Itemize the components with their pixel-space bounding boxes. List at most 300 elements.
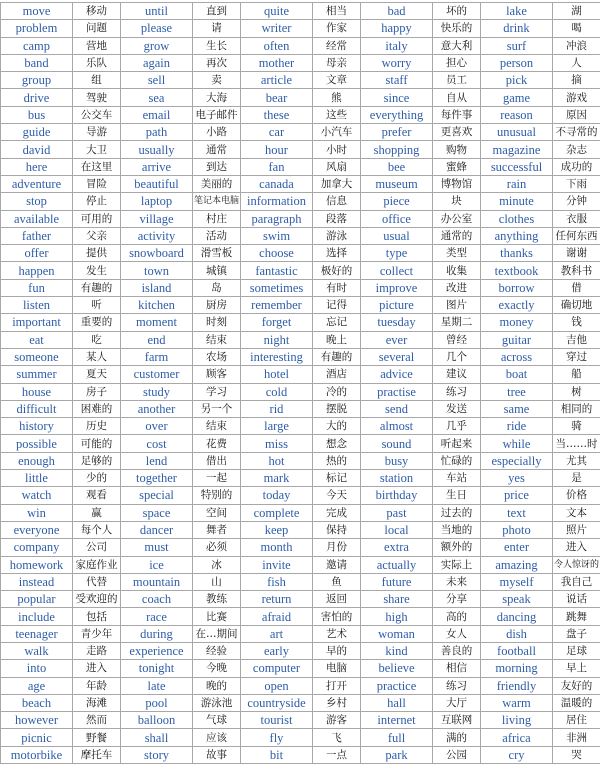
- english-word-cell: car: [241, 124, 313, 141]
- chinese-meaning-cell: 博物馆: [433, 175, 481, 192]
- english-word-cell: guitar: [481, 331, 553, 348]
- english-word-cell: hour: [241, 141, 313, 158]
- chinese-meaning-cell: 是: [553, 470, 600, 487]
- english-word-cell: space: [121, 504, 193, 521]
- chinese-meaning-cell: 照片: [553, 521, 600, 538]
- english-word-cell: museum: [361, 175, 433, 192]
- english-word-cell: canada: [241, 175, 313, 192]
- chinese-meaning-cell: 实际上: [433, 556, 481, 573]
- chinese-meaning-cell: 走路: [73, 642, 121, 659]
- english-word-cell: happy: [361, 20, 433, 37]
- chinese-meaning-cell: 大海: [193, 89, 241, 106]
- chinese-meaning-cell: 任何东西: [553, 227, 600, 244]
- chinese-meaning-cell: 组: [73, 72, 121, 89]
- chinese-meaning-cell: 历史: [73, 418, 121, 435]
- english-word-cell: practise: [361, 383, 433, 400]
- chinese-meaning-cell: 喝: [553, 20, 600, 37]
- chinese-meaning-cell: 进入: [73, 660, 121, 677]
- table-row: [1, 279, 600, 296]
- english-word-cell: important: [1, 314, 73, 331]
- english-word-cell: africa: [481, 729, 553, 746]
- table-row: [1, 418, 600, 435]
- english-word-cell: someone: [1, 348, 73, 365]
- english-word-cell: race: [121, 608, 193, 625]
- english-word-cell: prefer: [361, 124, 433, 141]
- chinese-meaning-cell: 笔记本电脑: [193, 193, 241, 210]
- english-word-cell: anything: [481, 227, 553, 244]
- chinese-meaning-cell: 跳舞: [553, 608, 600, 625]
- english-word-cell: adventure: [1, 175, 73, 192]
- english-word-cell: full: [361, 729, 433, 746]
- chinese-meaning-cell: 另一个: [193, 400, 241, 417]
- english-word-cell: borrow: [481, 279, 553, 296]
- chinese-meaning-cell: 教科书: [553, 262, 600, 279]
- english-word-cell: lend: [121, 452, 193, 469]
- english-word-cell: past: [361, 504, 433, 521]
- chinese-meaning-cell: 鱼: [313, 573, 361, 590]
- english-word-cell: over: [121, 418, 193, 435]
- english-word-cell: stop: [1, 193, 73, 210]
- table-row: [1, 366, 600, 383]
- chinese-meaning-cell: 每个人: [73, 521, 121, 538]
- english-word-cell: together: [121, 470, 193, 487]
- english-word-cell: arrive: [121, 158, 193, 175]
- english-word-cell: hall: [361, 694, 433, 711]
- english-word-cell: office: [361, 210, 433, 227]
- chinese-meaning-cell: 重要的: [73, 314, 121, 331]
- english-word-cell: invite: [241, 556, 313, 573]
- chinese-meaning-cell: 问题: [73, 20, 121, 37]
- english-word-cell: walk: [1, 642, 73, 659]
- english-word-cell: father: [1, 227, 73, 244]
- english-word-cell: art: [241, 625, 313, 642]
- chinese-meaning-cell: 当地的: [433, 521, 481, 538]
- chinese-meaning-cell: 提供: [73, 245, 121, 262]
- english-word-cell: david: [1, 141, 73, 158]
- english-word-cell: these: [241, 106, 313, 123]
- chinese-meaning-cell: 女人: [433, 625, 481, 642]
- english-word-cell: paragraph: [241, 210, 313, 227]
- chinese-meaning-cell: 相信: [433, 660, 481, 677]
- english-word-cell: instead: [1, 573, 73, 590]
- table-row: [1, 383, 600, 400]
- english-word-cell: usual: [361, 227, 433, 244]
- english-word-cell: price: [481, 487, 553, 504]
- english-word-cell: fantastic: [241, 262, 313, 279]
- table-row: [1, 504, 600, 521]
- chinese-meaning-cell: 滑雪板: [193, 245, 241, 262]
- chinese-meaning-cell: 学习: [193, 383, 241, 400]
- table-row: [1, 348, 600, 365]
- english-word-cell: tonight: [121, 660, 193, 677]
- table-row: [1, 297, 600, 314]
- english-word-cell: bit: [241, 746, 313, 763]
- chinese-meaning-cell: 结束: [193, 331, 241, 348]
- english-word-cell: while: [481, 435, 553, 452]
- chinese-meaning-cell: 类型: [433, 245, 481, 262]
- table-row: [1, 210, 600, 227]
- chinese-meaning-cell: 母亲: [313, 54, 361, 71]
- chinese-meaning-cell: 借: [553, 279, 600, 296]
- chinese-meaning-cell: 善良的: [433, 642, 481, 659]
- chinese-meaning-cell: 听起来: [433, 435, 481, 452]
- table-row: [1, 642, 600, 659]
- english-word-cell: summer: [1, 366, 73, 383]
- english-word-cell: staff: [361, 72, 433, 89]
- chinese-meaning-cell: 足够的: [73, 452, 121, 469]
- chinese-meaning-cell: 乡村: [313, 694, 361, 711]
- table-row: [1, 660, 600, 677]
- english-word-cell: moment: [121, 314, 193, 331]
- chinese-meaning-cell: 当……时: [553, 435, 600, 452]
- chinese-meaning-cell: 游泳: [313, 227, 361, 244]
- table-row: [1, 3, 600, 20]
- english-word-cell: town: [121, 262, 193, 279]
- table-row: [1, 591, 600, 608]
- english-word-cell: tree: [481, 383, 553, 400]
- chinese-meaning-cell: 居住: [553, 712, 600, 729]
- chinese-meaning-cell: 顾客: [193, 366, 241, 383]
- chinese-meaning-cell: 一起: [193, 470, 241, 487]
- english-word-cell: local: [361, 521, 433, 538]
- english-word-cell: snowboard: [121, 245, 193, 262]
- english-word-cell: minute: [481, 193, 553, 210]
- chinese-meaning-cell: 熊: [313, 89, 361, 106]
- chinese-meaning-cell: 飞: [313, 729, 361, 746]
- chinese-meaning-cell: 人: [553, 54, 600, 71]
- english-word-cell: person: [481, 54, 553, 71]
- table-row: [1, 175, 600, 192]
- table-row: [1, 227, 600, 244]
- table-row: [1, 245, 600, 262]
- english-word-cell: across: [481, 348, 553, 365]
- english-word-cell: football: [481, 642, 553, 659]
- chinese-meaning-cell: 经常: [313, 37, 361, 54]
- english-word-cell: early: [241, 642, 313, 659]
- english-word-cell: countryside: [241, 694, 313, 711]
- chinese-meaning-cell: 满的: [433, 729, 481, 746]
- chinese-meaning-cell: 空间: [193, 504, 241, 521]
- chinese-meaning-cell: 完成: [313, 504, 361, 521]
- english-word-cell: bear: [241, 89, 313, 106]
- chinese-meaning-cell: 几乎: [433, 418, 481, 435]
- english-word-cell: path: [121, 124, 193, 141]
- chinese-meaning-cell: 高的: [433, 608, 481, 625]
- chinese-meaning-cell: 农场: [193, 348, 241, 365]
- chinese-meaning-cell: 经验: [193, 642, 241, 659]
- chinese-meaning-cell: 我自己: [553, 573, 600, 590]
- chinese-meaning-cell: 代替: [73, 573, 121, 590]
- chinese-meaning-cell: 互联网: [433, 712, 481, 729]
- english-word-cell: problem: [1, 20, 73, 37]
- chinese-meaning-cell: 直到: [193, 3, 241, 20]
- chinese-meaning-cell: 请: [193, 20, 241, 37]
- english-word-cell: usually: [121, 141, 193, 158]
- chinese-meaning-cell: 星期二: [433, 314, 481, 331]
- english-word-cell: successful: [481, 158, 553, 175]
- english-word-cell: large: [241, 418, 313, 435]
- english-word-cell: pool: [121, 694, 193, 711]
- chinese-meaning-cell: 受欢迎的: [73, 591, 121, 608]
- chinese-meaning-cell: 大厅: [433, 694, 481, 711]
- english-word-cell: mountain: [121, 573, 193, 590]
- chinese-meaning-cell: 收集: [433, 262, 481, 279]
- english-word-cell: must: [121, 539, 193, 556]
- chinese-meaning-cell: 游泳池: [193, 694, 241, 711]
- english-word-cell: customer: [121, 366, 193, 383]
- english-word-cell: internet: [361, 712, 433, 729]
- chinese-meaning-cell: 加拿大: [313, 175, 361, 192]
- chinese-meaning-cell: 有时: [313, 279, 361, 296]
- english-word-cell: drive: [1, 89, 73, 106]
- chinese-meaning-cell: 坏的: [433, 3, 481, 20]
- chinese-meaning-cell: 导游: [73, 124, 121, 141]
- chinese-meaning-cell: 意大利: [433, 37, 481, 54]
- chinese-meaning-cell: 温暖的: [553, 694, 600, 711]
- chinese-meaning-cell: 改进: [433, 279, 481, 296]
- chinese-meaning-cell: 海滩: [73, 694, 121, 711]
- english-word-cell: article: [241, 72, 313, 89]
- chinese-meaning-cell: 更喜欢: [433, 124, 481, 141]
- chinese-meaning-cell: 今晚: [193, 660, 241, 677]
- chinese-meaning-cell: 蜜蜂: [433, 158, 481, 175]
- chinese-meaning-cell: 车站: [433, 470, 481, 487]
- chinese-meaning-cell: 友好的: [553, 677, 600, 694]
- chinese-meaning-cell: 担心: [433, 54, 481, 71]
- english-word-cell: difficult: [1, 400, 73, 417]
- chinese-meaning-cell: 包括: [73, 608, 121, 625]
- chinese-meaning-cell: 曾经: [433, 331, 481, 348]
- chinese-meaning-cell: 成功的: [553, 158, 600, 175]
- chinese-meaning-cell: 想念: [313, 435, 361, 452]
- chinese-meaning-cell: 风扇: [313, 158, 361, 175]
- english-word-cell: enough: [1, 452, 73, 469]
- english-word-cell: quite: [241, 3, 313, 20]
- chinese-meaning-cell: 盘子: [553, 625, 600, 642]
- english-word-cell: bee: [361, 158, 433, 175]
- english-word-cell: advice: [361, 366, 433, 383]
- chinese-meaning-cell: 每件事: [433, 106, 481, 123]
- chinese-meaning-cell: 父亲: [73, 227, 121, 244]
- chinese-meaning-cell: 作家: [313, 20, 361, 37]
- english-word-cell: money: [481, 314, 553, 331]
- table-row: [1, 141, 600, 158]
- chinese-meaning-cell: 小汽车: [313, 124, 361, 141]
- chinese-meaning-cell: 结束: [193, 418, 241, 435]
- chinese-meaning-cell: 分钟: [553, 193, 600, 210]
- english-word-cell: picture: [361, 297, 433, 314]
- chinese-meaning-cell: 忙碌的: [433, 452, 481, 469]
- english-word-cell: type: [361, 245, 433, 262]
- english-word-cell: improve: [361, 279, 433, 296]
- chinese-meaning-cell: 山: [193, 573, 241, 590]
- chinese-meaning-cell: 打开: [313, 677, 361, 694]
- table-row: [1, 729, 600, 746]
- chinese-meaning-cell: 说话: [553, 591, 600, 608]
- english-word-cell: hot: [241, 452, 313, 469]
- chinese-meaning-cell: 到达: [193, 158, 241, 175]
- chinese-meaning-cell: 野餐: [73, 729, 121, 746]
- table-row: [1, 452, 600, 469]
- chinese-meaning-cell: 进入: [553, 539, 600, 556]
- chinese-meaning-cell: 可能的: [73, 435, 121, 452]
- english-word-cell: extra: [361, 539, 433, 556]
- english-word-cell: writer: [241, 20, 313, 37]
- chinese-meaning-cell: 夏天: [73, 366, 121, 383]
- english-word-cell: study: [121, 383, 193, 400]
- chinese-meaning-cell: 舞者: [193, 521, 241, 538]
- chinese-meaning-cell: 小时: [313, 141, 361, 158]
- english-word-cell: keep: [241, 521, 313, 538]
- vocabulary-table: [0, 2, 600, 764]
- english-word-cell: bad: [361, 3, 433, 20]
- english-word-cell: move: [1, 3, 73, 20]
- english-word-cell: future: [361, 573, 433, 590]
- english-word-cell: woman: [361, 625, 433, 642]
- english-word-cell: eat: [1, 331, 73, 348]
- chinese-meaning-cell: 卖: [193, 72, 241, 89]
- english-word-cell: ever: [361, 331, 433, 348]
- english-word-cell: bus: [1, 106, 73, 123]
- english-word-cell: photo: [481, 521, 553, 538]
- english-word-cell: available: [1, 210, 73, 227]
- table-row: [1, 608, 600, 625]
- english-word-cell: text: [481, 504, 553, 521]
- chinese-meaning-cell: 标记: [313, 470, 361, 487]
- table-row: [1, 539, 600, 556]
- english-word-cell: sound: [361, 435, 433, 452]
- english-word-cell: morning: [481, 660, 553, 677]
- english-word-cell: grow: [121, 37, 193, 54]
- chinese-meaning-cell: 极好的: [313, 262, 361, 279]
- english-word-cell: collect: [361, 262, 433, 279]
- english-word-cell: shall: [121, 729, 193, 746]
- english-word-cell: win: [1, 504, 73, 521]
- chinese-meaning-cell: 骑: [553, 418, 600, 435]
- english-word-cell: farm: [121, 348, 193, 365]
- chinese-meaning-cell: 练习: [433, 383, 481, 400]
- english-word-cell: surf: [481, 37, 553, 54]
- table-row: [1, 158, 600, 175]
- english-word-cell: busy: [361, 452, 433, 469]
- chinese-meaning-cell: 再次: [193, 54, 241, 71]
- english-word-cell: pick: [481, 72, 553, 89]
- chinese-meaning-cell: 时刻: [193, 314, 241, 331]
- chinese-meaning-cell: 厨房: [193, 297, 241, 314]
- english-word-cell: worry: [361, 54, 433, 71]
- chinese-meaning-cell: 城镇: [193, 262, 241, 279]
- chinese-meaning-cell: 几个: [433, 348, 481, 365]
- chinese-meaning-cell: 相当: [313, 3, 361, 20]
- chinese-meaning-cell: 游戏: [553, 89, 600, 106]
- chinese-meaning-cell: 价格: [553, 487, 600, 504]
- english-word-cell: fan: [241, 158, 313, 175]
- english-word-cell: however: [1, 712, 73, 729]
- chinese-meaning-cell: 早的: [313, 642, 361, 659]
- english-word-cell: complete: [241, 504, 313, 521]
- english-word-cell: possible: [1, 435, 73, 452]
- table-row: [1, 625, 600, 642]
- chinese-meaning-cell: 月份: [313, 539, 361, 556]
- english-word-cell: coach: [121, 591, 193, 608]
- english-word-cell: listen: [1, 297, 73, 314]
- chinese-meaning-cell: 船: [553, 366, 600, 383]
- chinese-meaning-cell: 发生: [73, 262, 121, 279]
- chinese-meaning-cell: 邀请: [313, 556, 361, 573]
- chinese-meaning-cell: 通常的: [433, 227, 481, 244]
- english-word-cell: miss: [241, 435, 313, 452]
- table-row: [1, 400, 600, 417]
- chinese-meaning-cell: 必须: [193, 539, 241, 556]
- chinese-meaning-cell: 记得: [313, 297, 361, 314]
- table-row: [1, 694, 600, 711]
- chinese-meaning-cell: 额外的: [433, 539, 481, 556]
- table-row: [1, 314, 600, 331]
- english-word-cell: high: [361, 608, 433, 625]
- english-word-cell: into: [1, 660, 73, 677]
- chinese-meaning-cell: 气球: [193, 712, 241, 729]
- table-row: [1, 487, 600, 504]
- chinese-meaning-cell: 文章: [313, 72, 361, 89]
- chinese-meaning-cell: 生日: [433, 487, 481, 504]
- chinese-meaning-cell: 害怕的: [313, 608, 361, 625]
- english-word-cell: information: [241, 193, 313, 210]
- chinese-meaning-cell: 在…期间: [193, 625, 241, 642]
- english-word-cell: today: [241, 487, 313, 504]
- chinese-meaning-cell: 岛: [193, 279, 241, 296]
- english-word-cell: motorbike: [1, 746, 73, 763]
- english-word-cell: history: [1, 418, 73, 435]
- english-word-cell: popular: [1, 591, 73, 608]
- chinese-meaning-cell: 过去的: [433, 504, 481, 521]
- english-word-cell: sea: [121, 89, 193, 106]
- chinese-meaning-cell: 可用的: [73, 210, 121, 227]
- english-word-cell: thanks: [481, 245, 553, 262]
- english-word-cell: another: [121, 400, 193, 417]
- english-word-cell: cold: [241, 383, 313, 400]
- table-row: [1, 746, 600, 763]
- chinese-meaning-cell: 穿过: [553, 348, 600, 365]
- english-word-cell: offer: [1, 245, 73, 262]
- table-row: [1, 54, 600, 71]
- chinese-meaning-cell: 有趣的: [313, 348, 361, 365]
- table-row: [1, 556, 600, 573]
- chinese-meaning-cell: 困难的: [73, 400, 121, 417]
- chinese-meaning-cell: 令人惊讶的: [553, 556, 600, 573]
- chinese-meaning-cell: 酒店: [313, 366, 361, 383]
- chinese-meaning-cell: 尤其: [553, 452, 600, 469]
- english-word-cell: fly: [241, 729, 313, 746]
- chinese-meaning-cell: 这些: [313, 106, 361, 123]
- english-word-cell: tourist: [241, 712, 313, 729]
- chinese-meaning-cell: 吃: [73, 331, 121, 348]
- english-word-cell: end: [121, 331, 193, 348]
- chinese-meaning-cell: 选择: [313, 245, 361, 262]
- english-word-cell: park: [361, 746, 433, 763]
- english-word-cell: yes: [481, 470, 553, 487]
- table-row: [1, 712, 600, 729]
- chinese-meaning-cell: 青少年: [73, 625, 121, 642]
- chinese-meaning-cell: 观看: [73, 487, 121, 504]
- english-word-cell: group: [1, 72, 73, 89]
- chinese-meaning-cell: 教练: [193, 591, 241, 608]
- table-row: [1, 193, 600, 210]
- chinese-meaning-cell: 冒险: [73, 175, 121, 192]
- english-word-cell: special: [121, 487, 193, 504]
- english-word-cell: same: [481, 400, 553, 417]
- chinese-meaning-cell: 冰: [193, 556, 241, 573]
- english-word-cell: often: [241, 37, 313, 54]
